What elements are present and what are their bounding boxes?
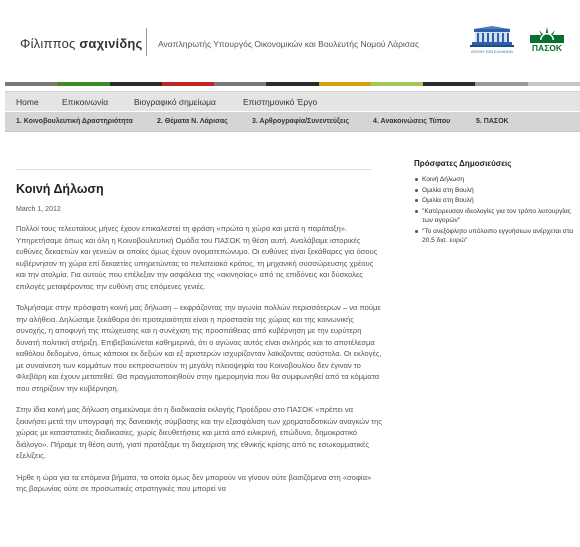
category-navigation — [5, 112, 580, 132]
color-strip-segment — [5, 82, 57, 86]
recent-post-link[interactable]: Ομιλία στη Βουλή — [414, 186, 580, 195]
post-paragraph: Πολλοί τους τελευταίους μήνες έχουν επικαλεστεί τη φράση «πρώτα η χώρα και μετά η παράταξη». Υπηρετήσαμε όπως και όλη η Κοινοβουλευτική Ομάδα του ΠΑΣΟΚ τη θέση αυτή. Αναλάβαμε ιστορικές ευθύνες δεκαετιών και γενεών οι οποίες όμως έχουν ονοματεπώνυμο. Οι ευθύνες είναι ξεκάθαρες για όσους κυβέρνησαν τη χώρα επί δεκαετίες υπηρετώντας το πελατειακό κράτος, τη μηχανική συσσώρευσης χρέους και την ατολμία. Για αυτούς που επέλεξαν την ασφάλεια της «ακινησίας» από τις επιδόνεις και δύσκολες επιλογές μεταφέροντας την ευθύνη στις επόμενες γενιές. — [16, 224, 378, 291]
color-strip-segment — [57, 82, 109, 86]
site-name-first: Φίλιππος — [20, 36, 76, 51]
post-paragraph: Ήρθε η ώρα για τα επόμενα βήματα, τα οποία όμως δεν μπορούν να γίνουν ούτε βασιζόμενα στη «σοφία» της βαρωνίας ούτε σε προσωπικές στρατηγικές που μπορεί να — [16, 472, 372, 493]
post-body — [16, 223, 384, 505]
nav-contact[interactable]: Επικοινωνία — [62, 97, 109, 107]
post-paragraph: Στην ίδια κοινή μας δήλωση σημειώναμε ότι η διαδικασία εκλογής Προέδρου στο ΠΑΣΟΚ «πρέπει να ξεκινήσει μετά την υπογραφή της δανειακής σύμβασης και την εξασφάλιση των χρηματοδοτικών αναγκών της χώρας με καταστατικές διαδικασίες, χωρίς διευθετήσεις και μετά από ειλικρινή, επώδυνο, δημοκρατικό διάλογο». Πήραμε τη θέση αυτή, γιατί προτάξαμε τη διαχείριση της εθνικής κρίσης από τις εσωκομματικές εξελίξεις. — [16, 405, 383, 460]
pasok-logo-text: ΠΑΣΟΚ — [531, 43, 563, 53]
header-separator — [146, 28, 147, 56]
parliament-logo-text: ΒΟΥΛΗ ΤΩΝ ΕΛΛΗΝΩΝ — [471, 50, 513, 54]
site-header — [0, 0, 580, 84]
nav-parliamentary-activity[interactable]: 1. Κοινοβουλευτική Δραστηριότητα — [16, 118, 133, 125]
nav-home[interactable]: Home — [16, 97, 39, 107]
post-paragraph: Τολμήσαμε στην πρόσφατη κοινή μας δήλωση – εκφράζοντας την αγωνία πολλών περισσότερων – να πούμε την αλήθεια. Δηλώσαμε ξεκάθαρα ότι προτεραιότητα είναι η προστασία της χώρας και της κοινωνικής συνοχής, η αποφυγή της πτώχευσης και η συνέχιση της προσπάθειας από κυβέρνηση με την ευρύτερη δυνατή πολιτική στήριξη. Επιβεβαιώνεται καθημερινά, ότι ο αγώνας αυτός είναι σκληρός και το αποτέλεσμα καθόλου δεδομένο, όπως κάποιοι εκ δεξιών και εξ αριστερών ισχυρίζονταν λαϊκίζοντας ασύστολα. Οι εκλογές, με συναίνεση των κομμάτων που εκπροσωπούν τη μεγάλη πλειοψηφία του Κοινοβουλίου δεν έγιναν το Φλεβάρη και έχουν μετατεθεί. Θα πραγματοποιηθούν στην ημερομηνία που θα συμφωνηθεί από τα κόμματα που στηρίζουν την κυβέρνηση. — [16, 303, 382, 393]
sidebar-recent-posts — [414, 159, 580, 247]
color-strip-segment — [319, 82, 371, 86]
parliament-logo[interactable] — [466, 26, 518, 58]
post-title[interactable]: Κοινή Δήλωση — [16, 182, 104, 196]
content-divider — [16, 169, 372, 170]
nav-press-releases[interactable]: 4. Ανακοινώσεις Τύπου — [373, 118, 451, 125]
color-strip-segment — [371, 82, 423, 86]
color-strip-segment — [110, 82, 162, 86]
color-strip — [5, 82, 580, 86]
recent-post-link[interactable]: "Κατέρρευσαν ιδεολογίες για τον τρόπο λειτουργίας των αγορών" — [414, 207, 580, 225]
nav-biography[interactable]: Βιογραφικό σημείωμα — [134, 97, 216, 107]
color-strip-segment — [266, 82, 318, 86]
main-navigation — [5, 91, 580, 111]
site-name-last: σαχινίδης — [79, 36, 143, 51]
pasok-logo[interactable] — [530, 26, 564, 58]
parliament-building-icon — [466, 26, 518, 50]
pasok-sun-icon — [530, 26, 564, 44]
recent-posts-list — [414, 175, 580, 245]
recent-post-link[interactable]: Κοινή Δήλωση — [414, 175, 580, 184]
recent-post-link[interactable]: Ομιλία στη Βουλή — [414, 196, 580, 205]
nav-pasok[interactable]: 5. ΠΑΣΟΚ — [476, 118, 509, 125]
color-strip-segment — [423, 82, 475, 86]
color-strip-segment — [214, 82, 266, 86]
post-date: March 1, 2012 — [16, 206, 61, 213]
color-strip-segment — [475, 82, 527, 86]
site-name[interactable] — [20, 36, 143, 51]
color-strip-segment — [528, 82, 580, 86]
recent-post-link[interactable]: "Το ανεξόφλητο υπόλοιπο εγγυήσεων ανέρχεται στα 20,5 δισ. ευρώ" — [414, 227, 580, 245]
nav-scientific-work[interactable]: Επιστημονικό Έργο — [243, 97, 318, 107]
sidebar-title: Πρόσφατες Δημοσιεύσεις — [414, 159, 512, 168]
site-tagline: Αναπληρωτής Υπουργός Οικονομικών και Βουλευτής Νομού Λάρισας — [158, 39, 420, 49]
nav-articles-interviews[interactable]: 3. Αρθρογραφία/Συνεντεύξεις — [252, 118, 349, 125]
nav-larisa-topics[interactable]: 2. Θέματα Ν. Λάρισας — [157, 118, 228, 125]
color-strip-segment — [162, 82, 214, 86]
